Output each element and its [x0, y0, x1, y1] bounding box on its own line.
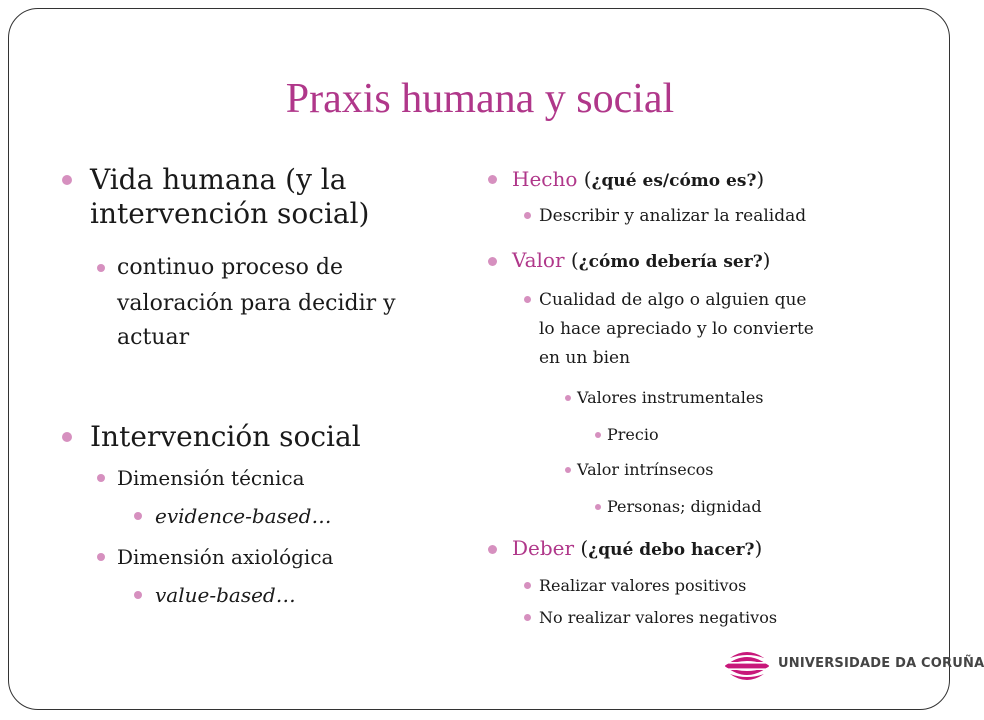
university-name: UNIVERSIDADE DA CORUÑA — [778, 656, 984, 671]
bullet-icon — [62, 175, 72, 185]
valor-sub-a: Valores instrumentales — [577, 388, 764, 407]
bullet-icon — [524, 582, 531, 589]
left-item2-label: Intervención social — [90, 420, 361, 453]
hecho-question: ¿qué es/cómo es? — [591, 171, 757, 191]
bullet-icon — [97, 553, 105, 561]
bullet-icon — [524, 212, 531, 219]
hecho-open: ( — [577, 167, 592, 191]
deber-sub2: No realizar valores negativos — [539, 608, 778, 627]
bullet-icon — [134, 512, 142, 520]
slide-title: Praxis humana y social — [285, 76, 675, 122]
valor-sub-line1: Cualidad de algo o alguien que — [539, 290, 807, 310]
left-item1-line2: intervención social) — [90, 197, 370, 230]
bullet-icon — [565, 395, 571, 401]
valor-sub-line3: en un bien — [539, 348, 631, 368]
deber-question: ¿qué debo hacer? — [588, 540, 755, 560]
valor-sub-a1: Precio — [607, 425, 659, 444]
valor-sub-line2: lo hace apreciado y lo convierte — [539, 319, 814, 339]
hecho-line — [512, 166, 764, 194]
deber-close: ) — [754, 536, 763, 560]
valor-sub-b1: Personas; dignidad — [607, 497, 762, 516]
bullet-icon — [488, 257, 497, 266]
bullet-icon — [488, 175, 497, 184]
university-emblem-icon — [720, 646, 774, 686]
valor-open: ( — [564, 248, 579, 272]
left-item1-sub-line2: valoración para decidir y — [117, 291, 396, 316]
valor-sub-b: Valor intrínsecos — [577, 460, 714, 479]
left-item1-line1: Vida humana (y la — [90, 163, 347, 196]
valor-line — [512, 247, 770, 275]
valor-question: ¿cómo debería ser? — [578, 252, 763, 272]
bullet-icon — [488, 545, 497, 554]
valor-keyword: Valor — [512, 248, 565, 272]
deber-open: ( — [574, 536, 589, 560]
bullet-icon — [97, 264, 105, 272]
bullet-icon — [565, 467, 571, 473]
hecho-sub: Describir y analizar la realidad — [539, 206, 807, 226]
hecho-close: ) — [756, 167, 765, 191]
left-item1-sub-line3: actuar — [117, 325, 190, 350]
deber-keyword: Deber — [512, 536, 575, 560]
bullet-icon — [97, 474, 105, 482]
bullet-icon — [595, 432, 601, 438]
left-item2-sub2a: value-based… — [155, 583, 296, 607]
deber-line — [512, 535, 762, 563]
university-logo — [720, 646, 984, 686]
hecho-keyword: Hecho — [512, 167, 578, 191]
left-item2-sub1: Dimensión técnica — [117, 466, 305, 490]
left-item2-sub1a: evidence-based… — [155, 504, 332, 528]
deber-sub1: Realizar valores positivos — [539, 576, 747, 595]
bullet-icon — [62, 432, 72, 442]
bullet-icon — [134, 591, 142, 599]
bullet-icon — [524, 614, 531, 621]
left-item2-sub2: Dimensión axiológica — [117, 545, 334, 569]
bullet-icon — [595, 504, 601, 510]
bullet-icon — [524, 296, 531, 303]
left-item1-sub-line1: continuo proceso de — [117, 255, 344, 280]
valor-close: ) — [762, 248, 771, 272]
